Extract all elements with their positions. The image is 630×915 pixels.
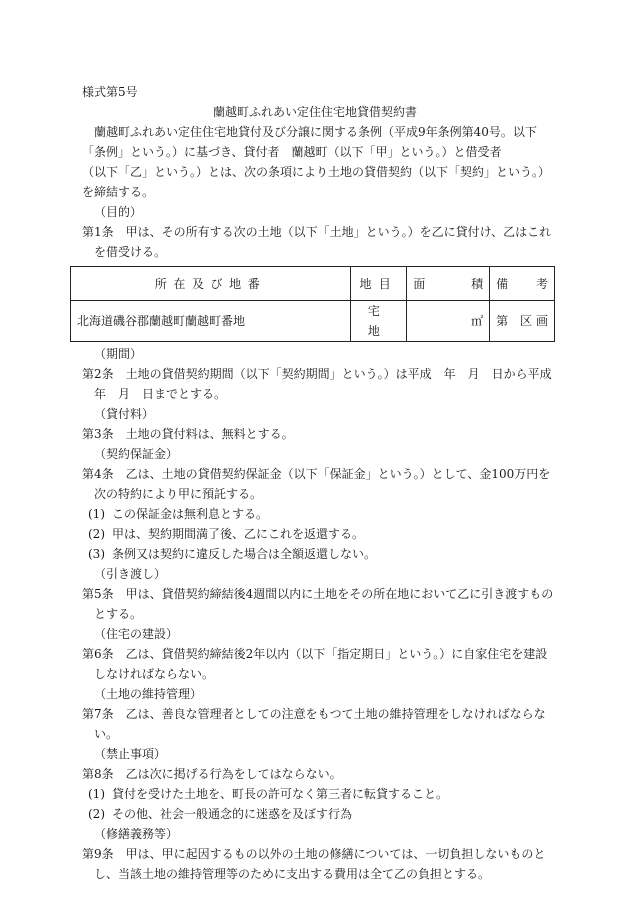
header-remarks: 備考	[490, 267, 555, 301]
article-4-caption: （契約保証金）	[94, 447, 179, 461]
land-table	[70, 266, 555, 342]
article-1: 第1条 甲は、その所有する次の土地（以下「土地」という。）を乙に貸付け、乙はこれを借受ける。	[82, 225, 552, 259]
article-6-caption: （住宅の建設）	[94, 627, 179, 641]
cell-location	[71, 301, 351, 342]
article-8: 第8条 乙は次に掲げる行為をしてはならない。	[82, 767, 342, 781]
article-9: 第9条 甲は、甲に起因するもの以外の土地の修繕については、一切負担しないものとし、当該土地の維持管理等のために支出する費用は全て乙の負担とする。	[82, 847, 546, 881]
article-3-caption: （貸付料）	[94, 407, 155, 421]
header-location: 所在及び地番	[71, 267, 351, 301]
lot-suffix: 番地	[221, 314, 246, 328]
area-unit: ㎡	[471, 314, 484, 328]
preamble: 蘭越町ふれあい定住住宅地貸付及び分譲に関する条例（平成9年条例第40号。以下「条例」という。）に基づき、貸付者 蘭越町（以下「甲」という。）と借受者 （以下「乙」という。）とは、次の条項により土地の貸借契約（以下「契約」という。）を締結する。	[82, 125, 610, 199]
article-5: 第5条 甲は、貸借契約締結後4週間以内に土地をその所在地において乙に引き渡すものとする。	[82, 587, 554, 621]
header-area: 面積	[407, 267, 490, 301]
article-9-caption: （修繕義務等）	[94, 827, 179, 841]
form-number: 様式第5号	[82, 85, 138, 99]
article-8-caption: （禁止事項）	[94, 747, 167, 761]
cell-land-category: 宅 地	[351, 301, 407, 342]
article-4-item: (3) 条例又は契約に違反した場合は全額返還しない。	[88, 547, 377, 561]
article-4-item: (1) この保証金は無利息とする。	[88, 507, 269, 521]
article-7-caption: （土地の維持管理）	[94, 687, 203, 701]
remarks-left: 第	[496, 314, 513, 328]
article-3: 第3条 土地の貸付料は、無料とする。	[82, 427, 294, 441]
document-body	[77, 122, 610, 884]
article-5-caption: （引き渡し）	[94, 567, 167, 581]
land-table-header	[71, 267, 555, 301]
article-4: 第4条 乙は、土地の貸借契約保証金（以下「保証金」という。）として、金100万円を次の特約により甲に預託する。	[82, 467, 551, 501]
land-table-row	[71, 301, 555, 342]
remarks-right: 区画	[519, 314, 548, 328]
document-title: 蘭越町ふれあい定住住宅地貸借契約書	[212, 105, 417, 119]
article-2-caption: （期間）	[94, 347, 143, 361]
header-land-category: 地目	[351, 267, 407, 301]
article-2: 第2条 土地の貸借契約期間（以下「契約期間」という。）は平成 年 月 日から平成 年 月 日までとする。	[82, 367, 564, 401]
article-8-item: (2) その他、社会一般通念的に迷惑を及ぼす行為	[88, 807, 353, 821]
article-7: 第7条 乙は、善良な管理者としての注意をもつて土地の維持管理をしなければならない。	[82, 707, 546, 741]
article-4-item: (2) 甲は、契約期間満了後、乙にこれを返還する。	[88, 527, 365, 541]
address-text: 北海道磯谷郡蘭越町蘭越町	[77, 314, 222, 328]
article-8-item: (1) 貸付を受けた土地を、町長の許可なく第三者に転貸すること。	[88, 787, 449, 801]
cell-area	[407, 301, 490, 342]
article-1-caption: （目的）	[94, 205, 143, 219]
article-6: 第6条 乙は、貸借契約締結後2年以内（以下「指定期日」という。）に自家住宅を建設しなければならない。	[82, 647, 548, 681]
cell-remarks	[490, 301, 555, 342]
